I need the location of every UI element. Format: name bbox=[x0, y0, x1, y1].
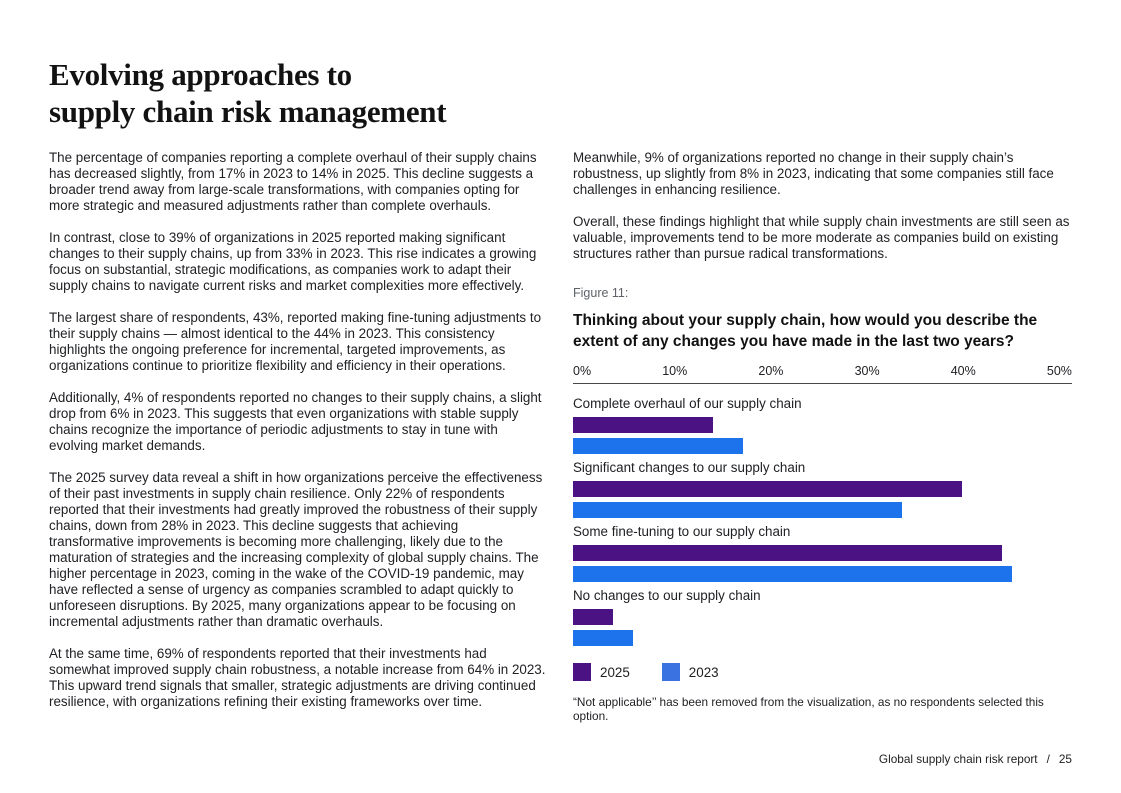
footer-page-number: 25 bbox=[1058, 752, 1072, 766]
legend-label: 2025 bbox=[600, 664, 630, 680]
figure-footnote: “Not applicable’’ has been removed from the visualization, as no respondents selected this option. bbox=[573, 695, 1044, 723]
paragraph: At the same time, 69% of respondents reported that their investments had somewhat improved supply chain robustness, a notable increase from 64% in 2023. This upward trend signals that smaller, strategic adjustments are driving continued resilience, with organizations refining their existing frameworks over time. bbox=[49, 646, 546, 709]
bar-2025 bbox=[573, 481, 962, 497]
page-title bbox=[49, 56, 1072, 130]
footer-report-name: Global supply chain risk report bbox=[878, 752, 1038, 766]
figure-label: Figure 11: bbox=[573, 286, 629, 300]
legend-swatch-2023 bbox=[662, 663, 680, 681]
legend-item-2023 bbox=[662, 663, 719, 681]
page-title-line1: Evolving approaches to bbox=[49, 57, 352, 92]
chart-row bbox=[573, 460, 1072, 518]
bar-2023 bbox=[573, 630, 633, 646]
x-axis-tick: 10% bbox=[662, 364, 688, 378]
paragraph: The 2025 survey data reveal a shift in how organizations perceive the effectiveness of their past investments in supply chain resilience. Only 22% of respondents reported that their investments had greatly improved the robustness of their supply chains, down from 28% in 2023. This decline suggests that achieving transformative improvements is becoming more challenging, likely due to the maturation of strategies and the increasing complexity of global supply chains. The higher percentage in 2023, coming in the wake of the COVID-19 pandemic, may have reflected a sense of urgency as companies scrambled to adapt quickly to unforeseen disruptions. By 2025, many organizations appear to be focusing on incremental adjustments rather than dramatic overhauls. bbox=[49, 470, 543, 629]
bar-2023 bbox=[573, 438, 743, 454]
right-column bbox=[573, 150, 1072, 726]
paragraph: Meanwhile, 9% of organizations reported no change in their supply chain’s robustness, up slightly from 8% in 2023, indicating that some companies still face challenges in enhancing resilience. bbox=[573, 150, 1054, 197]
legend-swatch-2025 bbox=[573, 663, 591, 681]
category-label: No changes to our supply chain bbox=[573, 588, 761, 603]
x-axis-tick: 40% bbox=[950, 364, 976, 378]
bar-2023 bbox=[573, 502, 902, 518]
footer-separator: / bbox=[1046, 752, 1050, 766]
chart-x-axis bbox=[573, 364, 1072, 384]
bar-2025 bbox=[573, 545, 1002, 561]
chart-row bbox=[573, 396, 1072, 454]
figure-11 bbox=[573, 286, 1072, 723]
paragraph: The largest share of respondents, 43%, reported making fine-tuning adjustments to their supply chains — almost identical to the 44% in 2023. This consistency highlights the ongoing preference for incremental, targeted improvements, as organizations continue to prioritize flexibility and efficiency in their operations. bbox=[49, 310, 542, 373]
chart-legend bbox=[573, 663, 1072, 681]
figure-title: Thinking about your supply chain, how would you describe the extent of any changes you have made in the last two years? bbox=[573, 312, 1038, 350]
x-axis-tick: 30% bbox=[854, 364, 880, 378]
category-label: Significant changes to our supply chain bbox=[573, 460, 806, 475]
chart-row bbox=[573, 524, 1072, 582]
bar-2025 bbox=[573, 417, 713, 433]
paragraph: The percentage of companies reporting a complete overhaul of their supply chains has decreased slightly, from 17% in 2023 to 14% in 2025. This decline suggests a broader trend away from large-scale transformations, with companies opting for more strategic and measured adjustments rather than complete overhauls. bbox=[49, 150, 537, 213]
legend-label: 2023 bbox=[688, 664, 719, 680]
category-label: Complete overhaul of our supply chain bbox=[573, 396, 802, 411]
x-axis-tick: 50% bbox=[1046, 364, 1072, 378]
paragraph: Additionally, 4% of respondents reported no changes to their supply chains, a slight drop from 6% in 2023. This suggests that even organizations with stable supply chains recognize the importance of periodic adjustments to stay in tune with evolving market demands. bbox=[49, 390, 542, 453]
paragraph: In contrast, close to 39% of organizations in 2025 reported making significant changes to their supply chains, up from 33% in 2023. This rise indicates a growing focus on substantial, strategic modifications, as companies work to adapt their supply chains to navigate current risks and market complexities more effectively. bbox=[49, 230, 537, 293]
paragraph: Overall, these findings highlight that while supply chain investments are still seen as valuable, improvements tend to be more moderate as companies build on existing structures rather than pursue radical transformations. bbox=[573, 214, 1070, 261]
page-title-line2: supply chain risk management bbox=[49, 94, 447, 129]
chart-row bbox=[573, 588, 1072, 646]
legend-item-2025 bbox=[573, 663, 630, 681]
page-footer bbox=[879, 752, 1072, 766]
bar-2023 bbox=[573, 566, 1012, 582]
two-column-layout bbox=[49, 150, 1072, 726]
left-column bbox=[49, 150, 546, 726]
bar-chart bbox=[573, 396, 1072, 646]
x-axis-tick: 0% bbox=[573, 364, 592, 378]
x-axis-tick: 20% bbox=[758, 364, 784, 378]
bar-2025 bbox=[573, 609, 613, 625]
category-label: Some fine-tuning to our supply chain bbox=[573, 524, 791, 539]
